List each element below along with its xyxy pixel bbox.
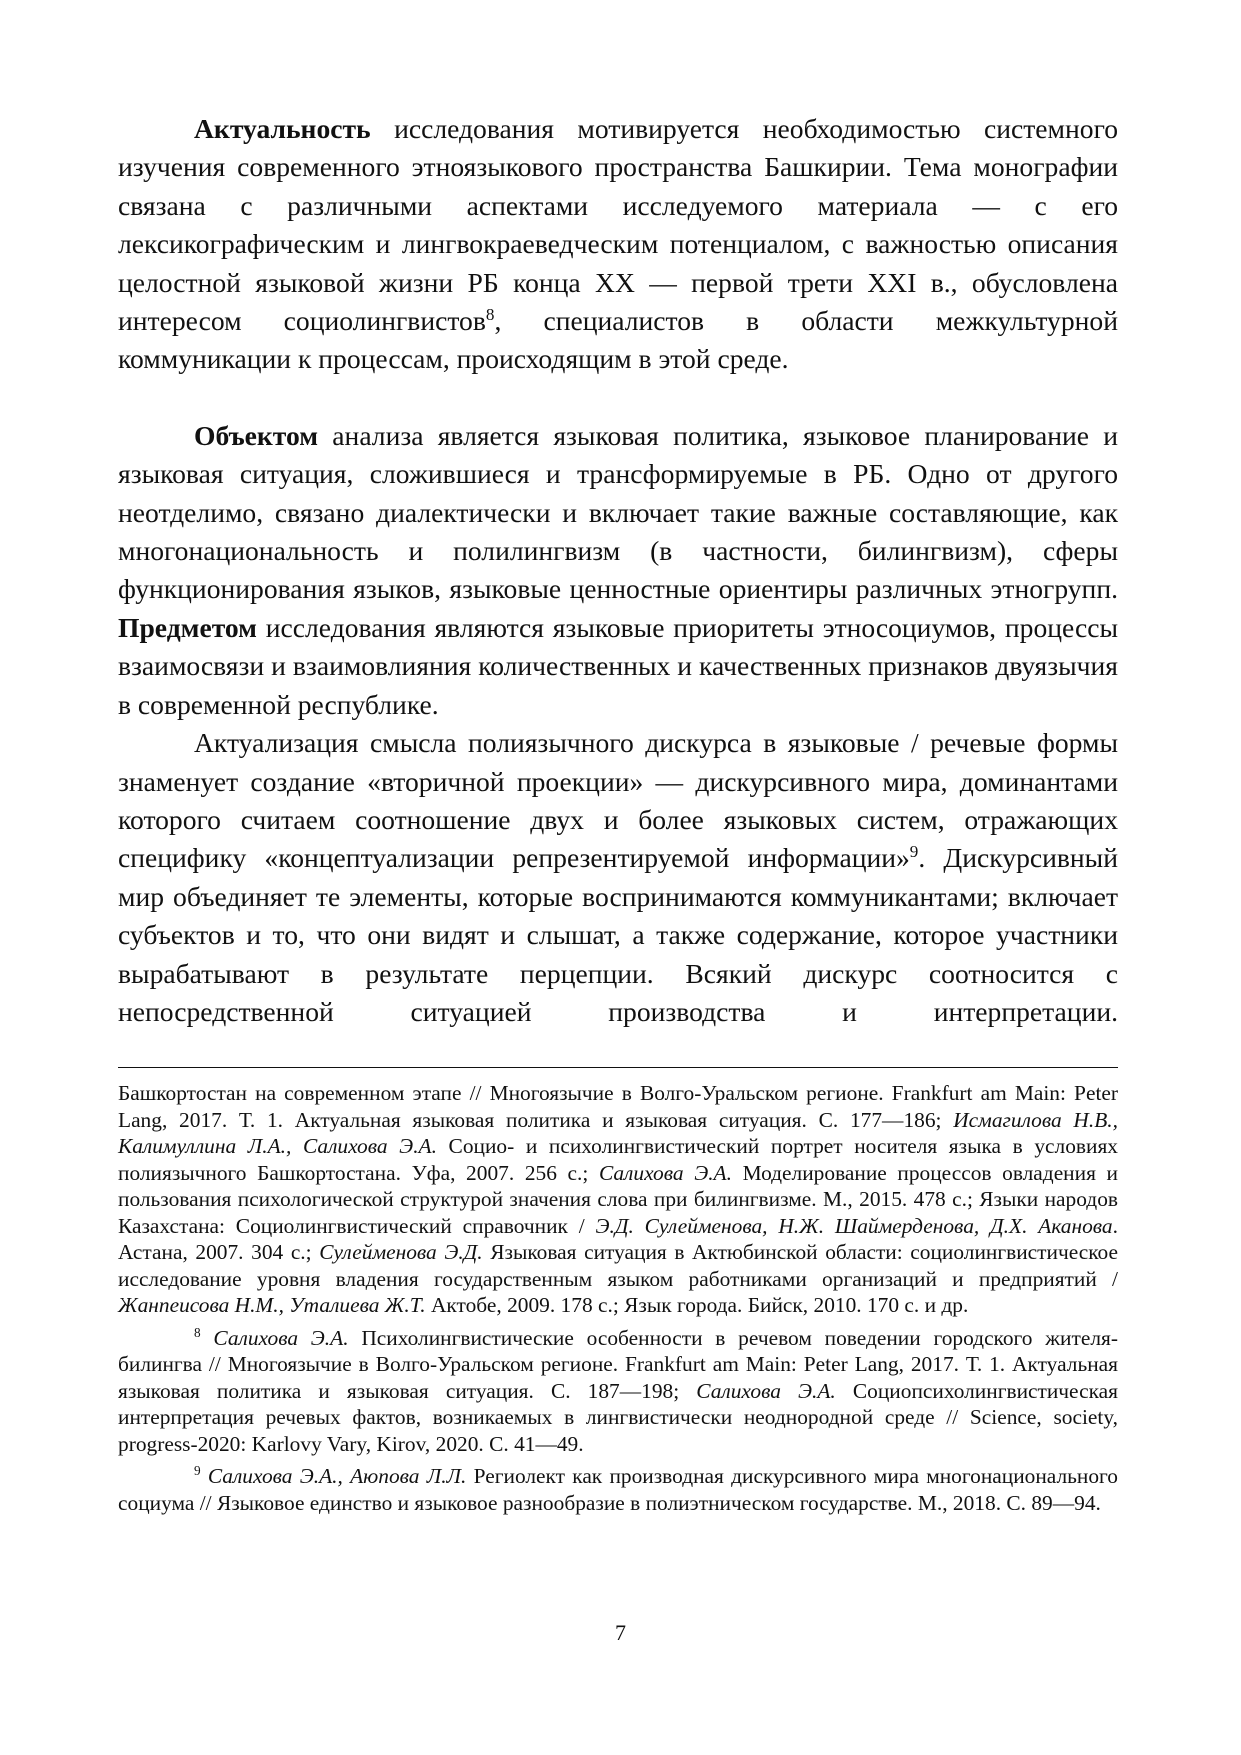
paragraph-actualization: Актуализация смысла полиязычного дискурса в языковые / речевые формы знаменует создание «вторичной проекции» — дискурсивного мира, доминантами которого считаем соотношение двух и более языковых систем, отражающих специфику «концептуализации репрезентируемой информации»$^9$. Дискурсивный мир объединяет те элементы, которые воспринимаются коммуникантами; включает субъектов и то, что они видят и слышат, а также содержание, которое участники вырабатывают в результате перцепции. Всякий дискурс соотносится с непосредственной ситуацией производства и интерпретации. (118, 727, 1118, 1027)
main-text (118, 110, 1118, 1031)
page-number: 7 (615, 1620, 626, 1645)
term-relevance: Актуальность (194, 113, 371, 144)
footnote-9: $^9$ Салихова Э.А., Аюпова Л.Л. Региолект как производная дискурсивного мира многонационального социума // Языковое единство и языковое разнообразие в полиэтническом государстве. М., 2018. С. 89—94. (118, 1462, 1118, 1515)
term-object: Объектом (194, 419, 319, 451)
footnote-ref-9[interactable]: 9 (909, 842, 919, 862)
footnote-continuation: Башкортостан на современном этапе // Многоязычие в Волго-Уральском регионе. Frankfurt am Main: Peter Lang, 2017. Т. 1. Актуальная языковая политика и языковая ситуация. С. 177—186; Исмагилова Н.В., Калимуллина Л.А., Салихова Э.А. Социо- и психолингвистический портрет носителя языка в условиях полиязычного Башкортостана. Уфа, 2007. 256 с.; Салихова Э.А. Моделирование процессов овладения и пользования психологической структурой значения слова при билингвизме. М., 2015. 478 с.; Языки народов Казахстана: Социолингвистический справочник / Э.Д. Сулейменова, Н.Ж. Шаймерденова, Д.Х. Аканова. Астана, 2007. 304 с.; Сулейменова Э.Д. Языковая ситуация в Актюбинской области: социолингвистическое исследование уровня владения государственным языком работниками организаций и предприятий / Жанпеисова Н.М., Уталиева Ж.Т. Актобе, 2009. 178 с.; Язык города. Бийск, 2010. 170 с. и др. (118, 1081, 1118, 1317)
footnote-ref-8[interactable]: 8 (485, 304, 495, 324)
footnote-separator (118, 1067, 1118, 1068)
paragraph-object: Объектом анализа является языковая политика, языковое планирование и языковая ситуация, сложившиеся и трансформируемые в РБ. Одно от другого неотделимо, связано диалектически и включает такие важные составляющие, как многонациональность и полилингвизм (в частности, билингвизм), сферы функционирования языков, языковые ценностные ориентиры различных этногрупп. Предметом исследования являются языковые приоритеты этносоциумов, процессы взаимосвязи и взаимовлияния количественных и качественных признаков двуязычия в современной республике. (118, 419, 1118, 720)
paragraph-relevance: Актуальность исследования мотивируется необходимостью системного изучения современного этноязыкового пространства Башкирии. Тема монографии связана с различными аспектами исследуемого материала — с его лексикографическим и лингвокраеведческим потенциалом, с важностью описания целостной языковой жизни РБ конца XX — первой трети XXI в., обусловлена интересом социолингвистов$^8$, специалистов в области межкультурной коммуникации к процессам, происходящим в этой среде. (118, 113, 1118, 375)
footnote-number: 9 (194, 1462, 201, 1478)
footnote-8: $^8$ Салихова Э.А. Психолингвистические особенности в речевом поведении городского жителя-билингва // Многоязычие в Волго-Уральском регионе. Frankfurt am Main: Peter Lang, 2017. Т. 1. Актуальная языковая политика и языковая ситуация. С. 187—198; Салихова Э.А. Социопсихолингвистическая интерпретация речевых фактов, возникаемых в лингвистически неоднородной среде // Science, society, progress-2020: Karlovy Vary, Kirov, 2020. С. 41—49. (118, 1324, 1118, 1456)
term-subject: Предметом (118, 611, 257, 643)
footnote-number: 8 (194, 1324, 201, 1340)
footnotes (118, 1080, 1118, 1522)
